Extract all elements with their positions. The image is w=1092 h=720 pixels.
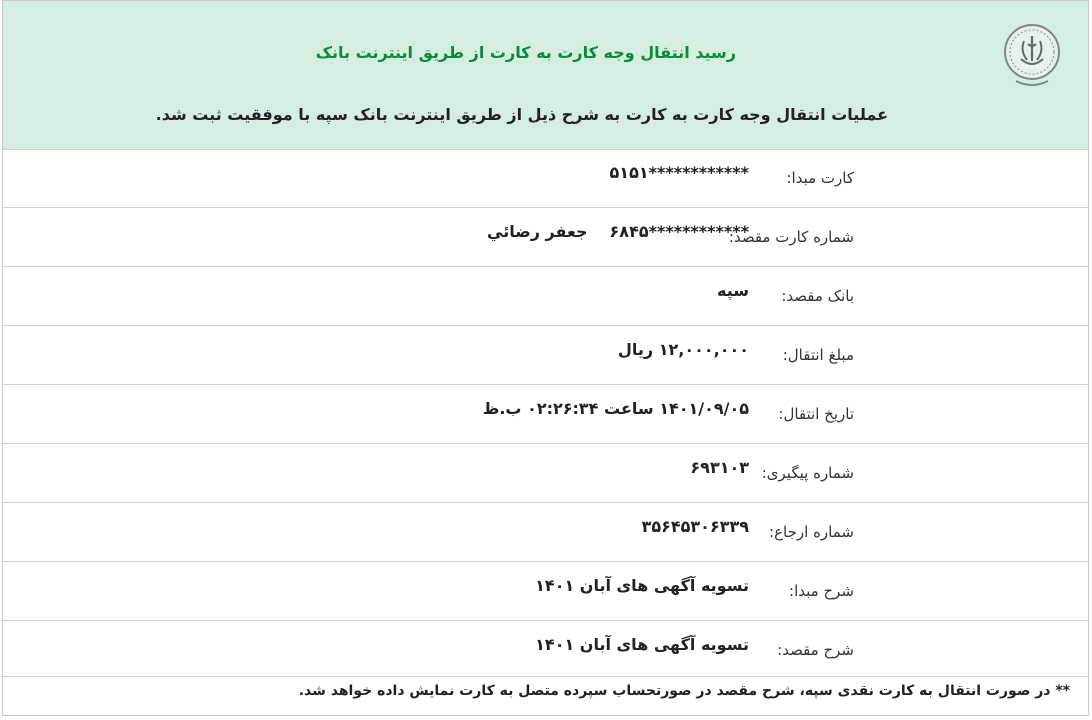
row-dest-bank xyxy=(3,267,1088,326)
row-amount xyxy=(3,326,1088,385)
dest-desc-label: شرح مقصد: xyxy=(777,641,854,659)
row-reference xyxy=(3,503,1088,562)
dest-card-holder-name: جعفر رضائي xyxy=(487,222,588,241)
dest-card-value xyxy=(487,222,749,241)
dest-desc-value: تسویه آگهی های آبان ۱۴۰۱ xyxy=(535,635,749,654)
receipt-header xyxy=(3,1,1088,150)
reference-label: شماره ارجاع: xyxy=(769,523,854,541)
row-tracking xyxy=(3,444,1088,503)
footnote: ** در صورت انتقال به کارت نقدی سپه، شرح مقصد در صورتحساب سپرده متصل به کارت نمایش داده خواهد شد. xyxy=(298,683,1070,699)
date-label: تاریخ انتقال: xyxy=(778,405,854,423)
dest-bank-label: بانک مقصد: xyxy=(781,287,854,305)
dest-bank-value: سپه xyxy=(717,281,749,300)
amount-label: مبلغ انتقال: xyxy=(782,346,854,364)
transfer-receipt xyxy=(2,0,1089,716)
dest-card-label: شماره کارت مقصد: xyxy=(728,228,854,246)
tracking-label: شماره پیگیری: xyxy=(761,464,854,482)
row-date xyxy=(3,385,1088,444)
amount-value: ۱۲,۰۰۰,۰۰۰ ریال xyxy=(618,340,749,359)
receipt-title: رسید انتقال وجه کارت به کارت از طریق اینترنت بانک xyxy=(315,43,736,62)
source-card-label: کارت مبدا: xyxy=(786,169,854,187)
dest-card-number: ************۶۸۴۵ xyxy=(609,222,749,241)
receipt-rows xyxy=(3,149,1088,677)
source-desc-value: تسویه آگهی های آبان ۱۴۰۱ xyxy=(535,576,749,595)
reference-value: ۳۵۶۴۵۳۰۶۳۳۹ xyxy=(641,517,749,536)
tracking-value: ۶۹۳۱۰۳ xyxy=(690,458,749,477)
receipt-subtitle: عملیات انتقال وجه کارت به کارت به شرح ذیل از طریق اینترنت بانک سپه با موفقیت ثبت شد. xyxy=(155,105,888,124)
row-source-card xyxy=(3,149,1088,208)
date-value: ۱۴۰۱/۰۹/۰۵ ساعت ۰۲:۲۶:۳۴ ب.ظ xyxy=(482,399,749,418)
bank-sepah-logo-icon xyxy=(1002,19,1062,89)
source-card-value: ************۵۱۵۱ xyxy=(609,163,749,182)
row-dest-desc xyxy=(3,621,1088,677)
row-dest-card xyxy=(3,208,1088,267)
row-source-desc xyxy=(3,562,1088,621)
source-desc-label: شرح مبدا: xyxy=(789,582,854,600)
